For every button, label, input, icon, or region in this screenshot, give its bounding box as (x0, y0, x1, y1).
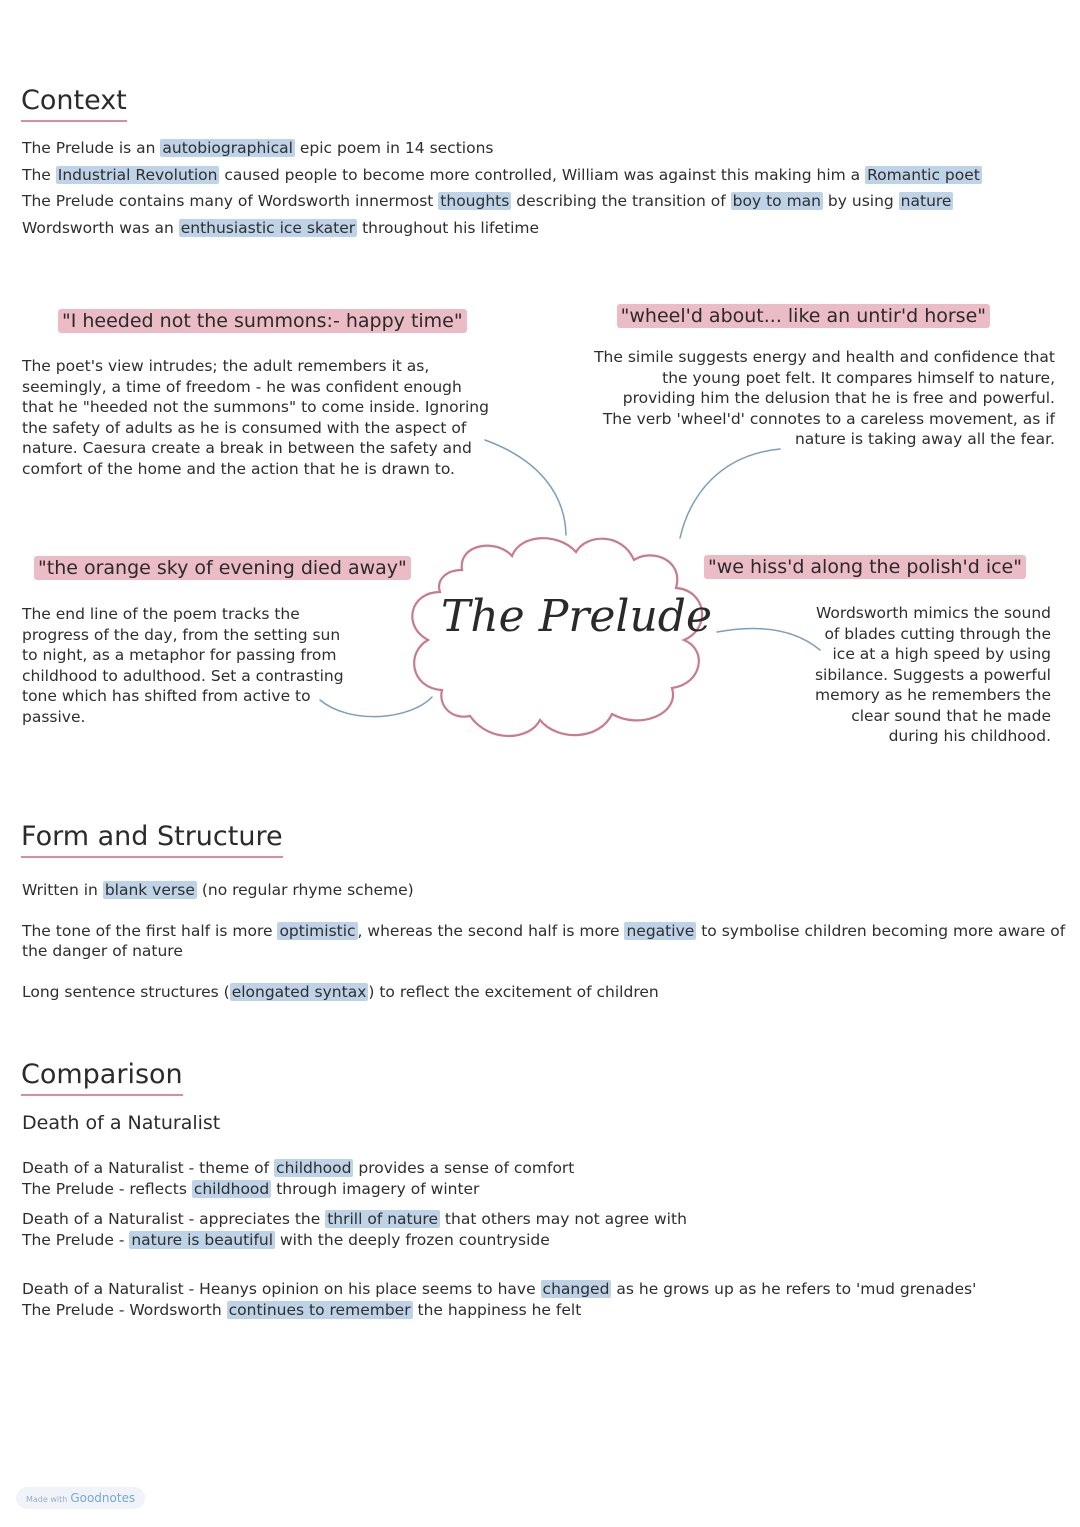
note-line: providing him the delusion that he is free and powerful. (622, 389, 1055, 407)
comparison-section (21, 1060, 183, 1096)
text-line: The Industrial Revolution caused people to become more controlled, William was against this making him a Romantic poet (22, 165, 980, 184)
note-line: during his childhood. (888, 727, 1051, 745)
highlighted-term: changed (542, 1280, 610, 1298)
quote-wheeld-about: "wheel'd about... like an untir'd horse" (617, 305, 990, 327)
note-line: ice at a high speed by using (832, 645, 1051, 663)
highlighted-term: thrill of nature (327, 1210, 438, 1228)
note-line: clear sound that he made (851, 706, 1051, 725)
text-line: Wordsworth was an enthusiastic ice skater throughout his lifetime (22, 218, 540, 237)
comparison-line: Death of a Naturalist - Heanys opinion on his place seems to have changed as he grows up as he refers to 'mud grenades' (22, 1280, 977, 1298)
note-line: to night, as a metaphor for passing from (22, 646, 337, 664)
goodnotes-badge[interactable] (16, 1487, 145, 1509)
note-line: The end line of the poem tracks the (22, 605, 300, 623)
context-heading: Context (21, 86, 127, 122)
form-line: the danger of nature (22, 942, 183, 960)
note-line: that he "heeded not the summons" to come inside. Ignoring (22, 398, 489, 416)
highlighted-term: nature (900, 192, 952, 210)
form-section (21, 822, 283, 858)
goodnotes-brand: Goodnotes (70, 1491, 136, 1505)
comparison-line: Death of a Naturalist - appreciates the thrill of nature that others may not agree with (22, 1210, 687, 1228)
quote-orange-sky: "the orange sky of evening died away" (34, 557, 411, 579)
form-body (22, 880, 1066, 1002)
note-line: progress of the day, from the setting sun (22, 625, 341, 644)
comparison-line: The Prelude - reflects childhood through imagery of winter (22, 1179, 480, 1198)
highlighted-term: childhood (193, 1179, 270, 1198)
comparison-line: The Prelude - nature is beautiful with the deeply frozen countryside (22, 1230, 550, 1249)
prelude-center-title: The Prelude (441, 591, 713, 642)
connector-line-q2 (680, 449, 780, 538)
note-line: passive. (22, 707, 86, 726)
note-line: The poet's view intrudes; the adult remembers it as, (22, 357, 430, 375)
text-line: The Prelude is an autobiographical epic poem in 14 sections (22, 139, 494, 157)
note-wheeld-about (594, 347, 1055, 450)
form-line: Long sentence structures ( elongated syntax ) to reflect the excitement of children (22, 982, 659, 1001)
quote-hissd-along: "we hiss'd along the polish'd ice" (704, 556, 1026, 578)
highlighted-term: nature is beautiful (131, 1230, 274, 1249)
comparison-line: Death of a Naturalist - theme of childhood provides a sense of comfort (22, 1159, 575, 1177)
note-line: tone which has shifted from active to (22, 687, 311, 705)
connector-line-q4 (717, 628, 820, 650)
made-with-label: Made with (26, 1495, 68, 1504)
highlighted-term: optimistic (279, 921, 356, 940)
highlighted-term: Industrial Revolution (57, 165, 218, 184)
note-orange-sky (22, 604, 344, 727)
note-line: memory as he remembers the (815, 686, 1051, 704)
highlighted-term: thoughts (440, 192, 510, 210)
form-heading: Form and Structure (21, 822, 283, 858)
note-line: nature is taking away all the fear. (794, 430, 1055, 448)
note-line: The simile suggests energy and health and confidence that (594, 348, 1055, 366)
highlighted-term: autobiographical (162, 139, 293, 157)
comparison-subheading: Death of a Naturalist (22, 1112, 221, 1134)
highlighted-term: continues to remember (228, 1300, 411, 1319)
note-line: comfort of the home and the action that he is drawn to. (22, 459, 455, 478)
comparison-body (22, 1158, 1062, 1320)
form-line: The tone of the first half is more optimistic , whereas the second half is more negative to symbolise children becoming more aware of (22, 921, 1066, 940)
note-line: the safety of adults as he is consumed with the aspect of (22, 418, 467, 437)
highlighted-term: Romantic poet (867, 165, 980, 184)
note-hissd-along (815, 603, 1051, 747)
note-line: sibilance. Suggests a powerful (814, 665, 1051, 684)
quote-heeded-summons: "I heeded not the summons:- happy time" (58, 310, 467, 332)
note-line: nature. Caesura create a break in between the safety and (22, 439, 472, 457)
highlighted-term: boy to man (732, 192, 821, 210)
connector-line-q1 (485, 440, 566, 535)
note-line: the young poet felt. It compares himself to nature, (662, 368, 1055, 387)
comparison-heading: Comparison (21, 1060, 183, 1096)
highlighted-term: blank verse (104, 881, 195, 899)
text-line: The Prelude contains many of Wordsworth innermost thoughts describing the transition of boy to man by using nature (22, 192, 952, 210)
note-line: Wordsworth mimics the sound (815, 604, 1051, 622)
highlighted-term: childhood (276, 1159, 352, 1177)
note-line: The verb 'wheel'd' connotes to a careless movement, as if (602, 409, 1055, 428)
highlighted-term: negative (626, 921, 695, 940)
highlighted-term: elongated syntax (231, 982, 367, 1001)
comparison-line: The Prelude - Wordsworth continues to remember the happiness he felt (22, 1300, 582, 1319)
form-line: Written in blank verse (no regular rhyme scheme) (22, 881, 414, 899)
note-line: seemingly, a time of freedom - he was confident enough (22, 377, 462, 396)
note-heeded-summons (22, 356, 489, 479)
note-line: of blades cutting through the (824, 624, 1051, 643)
note-line: childhood to adulthood. Set a contrasting (22, 666, 344, 685)
highlighted-term: enthusiastic ice skater (180, 218, 356, 237)
